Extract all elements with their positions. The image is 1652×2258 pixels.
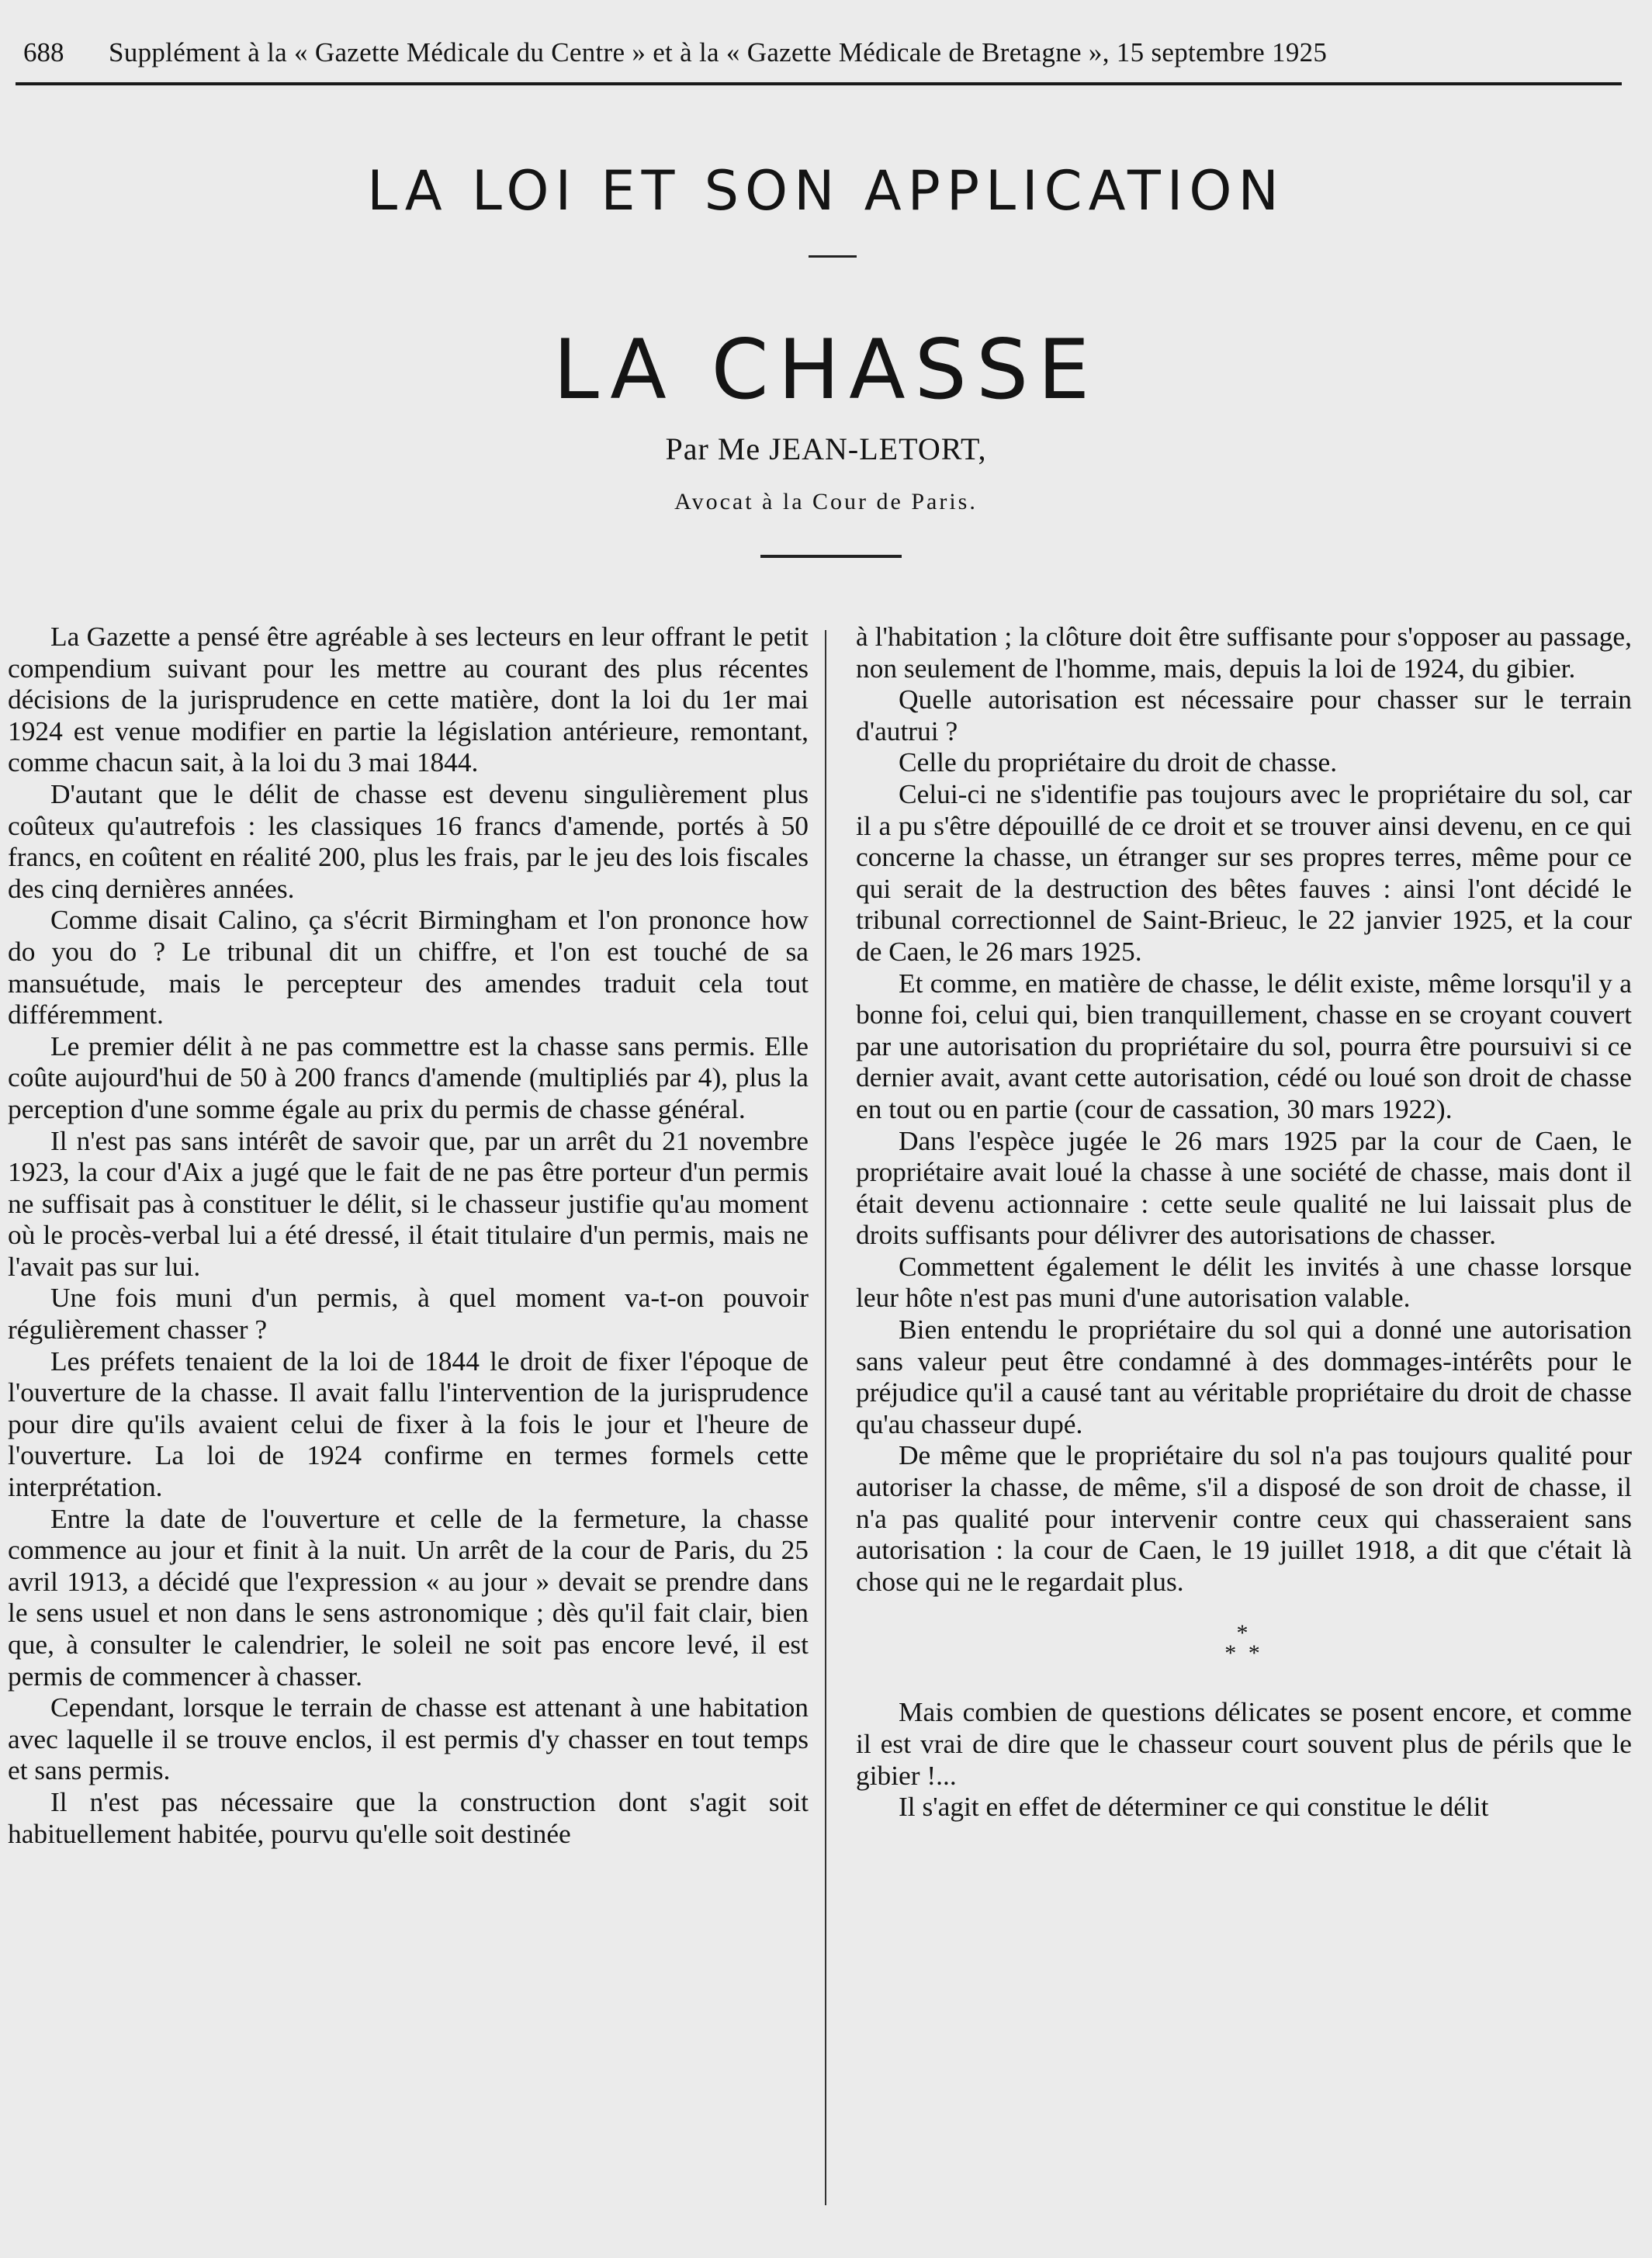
column-divider [825,630,826,2205]
paragraph: Celui-ci ne s'identifie pas toujours avec le propriétaire du sol, car il a pu s'être dépouillé de ce droit et se trouver ainsi devenu, en ce qui concerne la chasse, un étranger sur ses propres terres, même pour ce qui serait de la destruction des bêtes fauves : ainsi l'ont décidé le tribunal correctionnel de Saint-Brieuc, le 22 janvier 1925, et la cour de Caen, le 26 mars 1925. [856,777,1632,967]
paragraph: Il n'est pas nécessaire que la construction dont s'agit soit habituellement habitée, pourvu qu'elle soit destinée [8,1785,809,1849]
article-byline: Par Me JEAN-LETORT, [665,431,987,466]
paragraph: Dans l'espèce jugée le 26 mars 1925 par la cour de Caen, le propriétaire avait loué la chasse à une société de chasse, mais dont il était devenu actionnaire : cette seule qualité ne lui laissait plus de droits suffisants pour délivrer des autorisations de chasser. [856,1124,1632,1251]
paragraph: Il s'agit en effet de déterminer ce qui constitue le délit [899,1791,1489,1823]
byline-separator [760,555,902,558]
running-head-text: Supplément à la « Gazette Médicale du Centre » et à la « Gazette Médicale de Bretagne », 15 septembre 1925 [109,37,1328,68]
paragraph: Les préfets tenaient de la loi de 1844 le droit de fixer l'époque de l'ouverture de la chasse. Il avait fallu l'intervention de la jurisprudence pour dire qu'ils avaient celui de fixer à la fois le jour et l'heure de l'ouverture. La loi de 1924 confirme en termes formels cette interprétation. [8,1345,809,1503]
paragraph: Celle du propriétaire du droit de chasse. [899,746,1338,778]
article-affiliation: Avocat à la Cour de Paris. [674,489,978,514]
paragraph: Il n'est pas sans intérêt de savoir que, par un arrêt du 21 novembre 1923, la cour d'Aix a jugé que le fait de ne pas être porteur d'un permis ne suffisait pas à constituer le délit, si le chasseur justifie qu'au moment où le procès-verbal lui a été dressé, il était titulaire d'un permis, mais ne l'avait pas sur lui. [8,1124,809,1282]
paragraph: Une fois muni d'un permis, à quel moment va-t-on pouvoir régulièrement chasser ? [8,1282,809,1345]
paragraph: Mais combien de questions délicates se posent encore, et comme il est vrai de dire que le chasseur court souvent plus de périls que le gibier !... [856,1696,1632,1791]
paragraph: Bien entendu le propriétaire du sol qui a donné une autorisation sans valeur peut être condamné à des dommages-intérêts pour le préjudice qu'il a causé tant au véritable propriétaire du droit de chasse qu'au chasseur dupé. [856,1314,1632,1439]
paragraph: Comme disait Calino, ça s'écrit Birmingham et l'on prononce how do you do ? Le tribunal dit un chiffre, et l'on est touché de sa mansuétude, mais le percepteur des amendes traduit cela tout différemment. [8,904,809,1030]
paragraph: Cependant, lorsque le terrain de chasse est attenant à une habitation avec laquelle il se trouve enclos, il est permis d'y chasser en tout temps et sans permis. [8,1692,809,1786]
asterism-top: * [1236,1620,1252,1647]
title-separator [809,255,857,258]
paragraph: Commettent également le délit les invités à une chasse lorsque leur hôte n'est pas muni d'une autorisation valable. [856,1250,1632,1314]
right-column [856,621,1632,1823]
article-title: LA CHASSE [552,322,1100,417]
paragraph: Entre la date de l'ouverture et celle de la fermeture, la chasse commence au jour et finit à la nuit. Un arrêt de la cour de Paris, du 25 avril 1913, a décidé que l'expression « au jour » devait se prendre dans le sens usuel et non dans le sens astronomique ; dès qu'il fait clair, bien que, à consulter le calendrier, le soleil ne soit pas encore levé, il est permis de commencer à chasser. [8,1502,809,1692]
header-rule [16,82,1622,85]
paragraph: Le premier délit à ne pas commettre est la chasse sans permis. Elle coûte aujourd'hui de 50 à 200 francs d'amende (multipliés par 4), plus la perception d'une somme égale au prix du permis de chasse général. [8,1030,809,1124]
paragraph: Et comme, en matière de chasse, le délit existe, même lorsqu'il y a bonne foi, celui qui, bien tranquillement, chasse en se croyant couvert par une autorisation du propriétaire du sol, pourra être poursuivi si ce dernier avait, avant cette autorisation, cédé ou loué son droit de chasse en tout ou en partie (cour de cassation, 30 mars 1922). [856,967,1632,1124]
section-title: LA LOI ET SON APPLICATION [367,159,1285,223]
paragraph: D'autant que le délit de chasse est devenu singulièrement plus coûteux qu'autrefois : les classiques 16 francs d'amende, portés à 50 francs, en coûtent en réalité 200, plus les frais, par le jeu des lois fiscales des cinq dernières années. [8,777,809,904]
asterism-bottom: * * [1224,1640,1263,1667]
left-column [8,621,809,1849]
section-break-asterism [856,1620,1632,1667]
page-number: 688 [23,37,64,68]
paragraph: Quelle autorisation est nécessaire pour chasser sur le terrain d'autrui ? [856,684,1632,746]
paragraph: De même que le propriétaire du sol n'a pas toujours qualité pour autoriser la chasse, de même, s'il a disposé de son droit de chasse, il n'a pas qualité pour intervenir contre ceux qui chasseraient sans autorisation : la cour de Caen, le 19 juillet 1918, a dit que c'était là chose qui ne le regardait plus. [856,1439,1632,1597]
paragraph: à l'habitation ; la clôture doit être suffisante pour s'opposer au passage, non seulement de l'homme, mais, depuis la loi de 1924, du gibier. [856,621,1632,684]
paragraph: La Gazette a pensé être agréable à ses lecteurs en leur offrant le petit compendium suivant pour les mettre au courant des plus récentes décisions de la jurisprudence en cette matière, dont la loi du 1er mai 1924 est venue modifier en partie la législation antérieure, remontant, comme chacun sait, à la loi du 3 mai 1844. [8,621,809,778]
running-head [23,31,1614,74]
